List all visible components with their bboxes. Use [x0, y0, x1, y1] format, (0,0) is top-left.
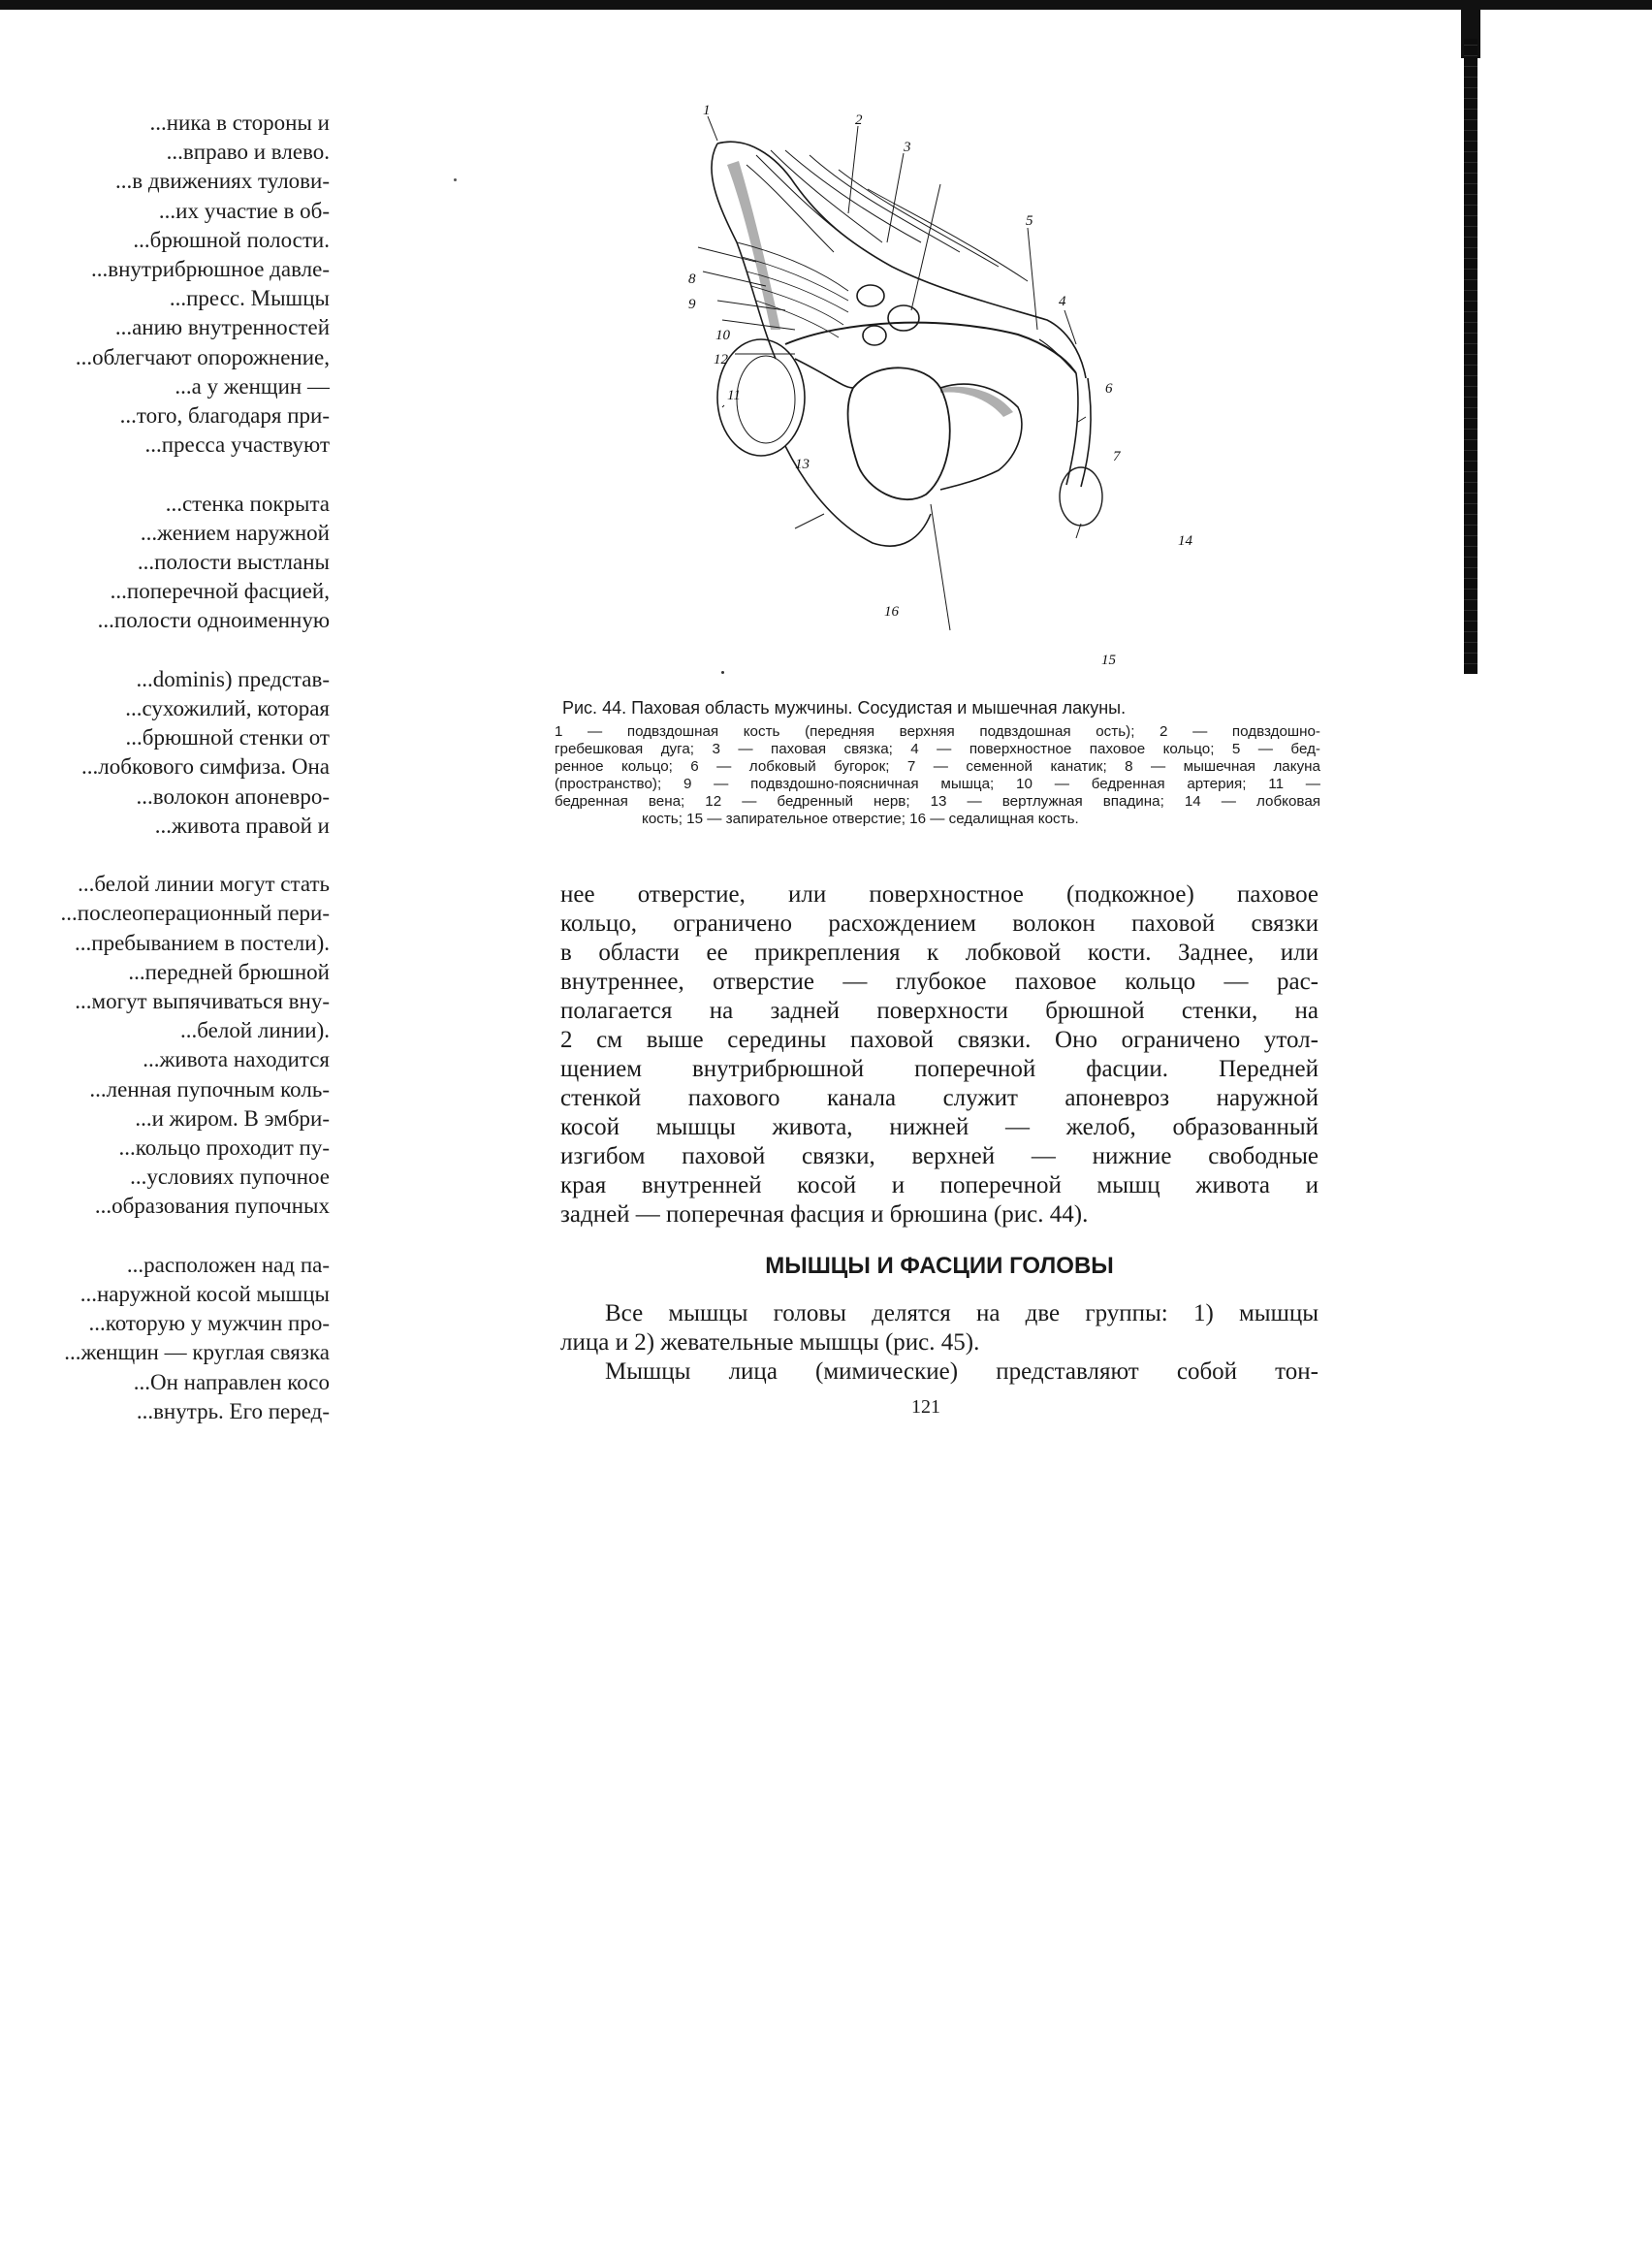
- left-column-line: ...и жиром. В эмбри-: [135, 1105, 330, 1131]
- left-column-line: ...женщин — круглая связка: [64, 1340, 330, 1365]
- text-line: Мышцы лица (мимические) представляют собой тон-: [605, 1358, 1318, 1385]
- figure-label-16: 16: [884, 604, 899, 620]
- caption-line: 1 — подвздошная кость (передняя верхняя подвздошная ость); 2 — подвздошно-: [555, 723, 1320, 740]
- left-column-line: ...брюшной стенки от: [125, 725, 330, 750]
- left-column-line: ...белой линии могут стать: [78, 872, 330, 897]
- figure-label-3: 3: [904, 140, 911, 155]
- left-column-line: ...образования пупочных: [94, 1194, 330, 1219]
- left-column-line: ...которую у мужчин про-: [88, 1311, 330, 1336]
- body-text-continued: [560, 1299, 1318, 1387]
- left-column-line: ...волокон апоневро-: [136, 783, 330, 809]
- left-column-line: ...их участие в об-: [158, 198, 330, 223]
- left-column-line: ...вправо и влево.: [166, 140, 330, 165]
- figure-label-13: 13: [795, 457, 810, 472]
- figure-label-2: 2: [855, 112, 863, 128]
- figure-label-1: 1: [703, 103, 711, 118]
- text-line: задней — поперечная фасция и брюшина (рис. 44).: [560, 1201, 1089, 1228]
- figure-label-8: 8: [688, 271, 696, 287]
- text-line: нее отверстие, или поверхностное (подкожное) паховое: [560, 881, 1318, 908]
- figure-label-9: 9: [688, 297, 696, 312]
- left-column-line: ...поперечной фасцией,: [110, 579, 330, 604]
- left-column-line: ...брюшной полости.: [133, 227, 330, 252]
- left-column-line: ...условиях пупочное: [130, 1165, 330, 1190]
- figure-label-10: 10: [715, 328, 730, 343]
- left-column-line: ...того, благодаря при-: [119, 403, 330, 428]
- scan-speck: [721, 671, 724, 674]
- figure-label-15: 15: [1101, 653, 1116, 668]
- text-line: изгибом паховой связки, верхней — нижние свободные: [560, 1143, 1318, 1169]
- anatomical-illustration: [650, 97, 1212, 679]
- left-column-line: ...внутрибрюшное давле-: [90, 257, 330, 281]
- left-column-line: ...dominis) представ-: [136, 666, 330, 691]
- body-text: [560, 880, 1318, 1229]
- text-line: стенкой пахового канала служит апоневроз наружной: [560, 1085, 1318, 1111]
- left-column-line: ...кольцо проходит пу-: [118, 1135, 330, 1160]
- left-column-line: ...могут выпячиваться вну-: [75, 989, 330, 1013]
- left-column-line: ...сухожилий, которая: [125, 696, 330, 720]
- figure-label-7: 7: [1113, 449, 1121, 464]
- left-column-line: ...в движениях тулови-: [114, 169, 330, 194]
- figure-label-4: 4: [1059, 294, 1066, 309]
- left-column-line: ...живота находится: [143, 1047, 330, 1072]
- figure-label-6: 6: [1105, 381, 1113, 397]
- figure-label-12: 12: [714, 352, 728, 367]
- caption-line: (пространство); 9 — подвздошно-поясничная мышца; 10 — бедренная артерия; 11 —: [555, 776, 1320, 792]
- left-column-line: ...жением наружной: [140, 520, 330, 545]
- left-column-line: ...белой линии).: [179, 1018, 330, 1043]
- text-line: в области ее прикрепления к лобковой кости. Заднее, или: [560, 940, 1318, 966]
- figure-label-11: 11: [727, 388, 741, 403]
- figure-label-5: 5: [1026, 213, 1033, 229]
- caption-line: ренное кольцо; 6 — лобковый бугорок; 7 — семенной канатик; 8 — мышечная лакуна: [555, 758, 1320, 775]
- left-column-line: ...а у женщин —: [175, 373, 330, 399]
- left-column-line: ...живота правой и: [154, 813, 330, 838]
- left-column-line: ...облегчают опорожнение,: [75, 344, 330, 369]
- left-column-line: ...стенка покрыта: [165, 491, 330, 516]
- left-column-line: ...внутрь. Его перед-: [136, 1398, 330, 1423]
- page-number: 121: [911, 1396, 940, 1418]
- left-column-line: ...анию внутренностей: [114, 315, 330, 340]
- text-line: кольцо, ограничено расхождением волокон паховой связки: [560, 910, 1318, 937]
- figure-caption: [555, 696, 1320, 828]
- left-column-line: ...лобкового симфиза. Она: [81, 754, 330, 780]
- left-column-line: ...ленная пупочным коль-: [89, 1076, 330, 1102]
- text-line: края внутренней косой и поперечной мышц живота и: [560, 1172, 1318, 1198]
- scan-binding-edge: [1464, 39, 1477, 674]
- text-line: полагается на задней поверхности брюшной стенки, на: [560, 998, 1318, 1024]
- left-column-line: ...полости выстланы: [137, 550, 330, 574]
- left-column-line: ...расположен над па-: [126, 1252, 330, 1277]
- figure-inguinal-region: [650, 97, 1212, 679]
- text-line: внутреннее, отверстие — глубокое паховое кольцо — рас-: [560, 969, 1318, 995]
- text-line: 2 см выше середины паховой связки. Оно ограничено утол-: [560, 1027, 1318, 1053]
- figure-label-14: 14: [1178, 533, 1192, 549]
- left-column-line: ...пресс. Мышцы: [169, 286, 330, 311]
- caption-line: бедренная вена; 12 — бедренный нерв; 13 — вертлужная впадина; 14 — лобковая: [555, 793, 1320, 810]
- text-line: лица и 2) жевательные мышцы (рис. 45).: [560, 1329, 980, 1356]
- caption-line: гребешковая дуга; 3 — паховая связка; 4 — поверхностное паховое кольцо; 5 — бед-: [555, 741, 1320, 757]
- text-line: Все мышцы головы делятся на две группы: 1) мышцы: [605, 1300, 1318, 1326]
- caption-title: Рис. 44. Паховая область мужчины. Сосудистая и мышечная лакуны.: [562, 698, 1127, 718]
- left-column-line: ...передней брюшной: [128, 959, 330, 984]
- scan-speck: [454, 178, 457, 181]
- caption-line: кость; 15 — запирательное отверстие; 16 — седалищная кость.: [642, 811, 1079, 827]
- left-column-line: ...ника в стороны и: [149, 111, 330, 135]
- text-line: косой мышцы живота, нижней — желоб, образованный: [560, 1114, 1318, 1140]
- section-heading: МЫШЦЫ И ФАСЦИИ ГОЛОВЫ: [765, 1253, 1114, 1279]
- left-column-line: ...наружной косой мышцы: [79, 1282, 330, 1306]
- left-column-line: ...Он направлен косо: [133, 1369, 330, 1394]
- scan-top-edge: [0, 0, 1652, 10]
- left-column-line: ...пресса участвуют: [144, 432, 330, 458]
- left-column-line: ...полости одноименную: [97, 608, 330, 633]
- left-column-line: ...пребыванием в постели).: [75, 930, 330, 955]
- left-column-line: ...послеоперационный пери-: [60, 901, 330, 926]
- text-line: щением внутрибрюшной поперечной фасции. Передней: [560, 1056, 1318, 1082]
